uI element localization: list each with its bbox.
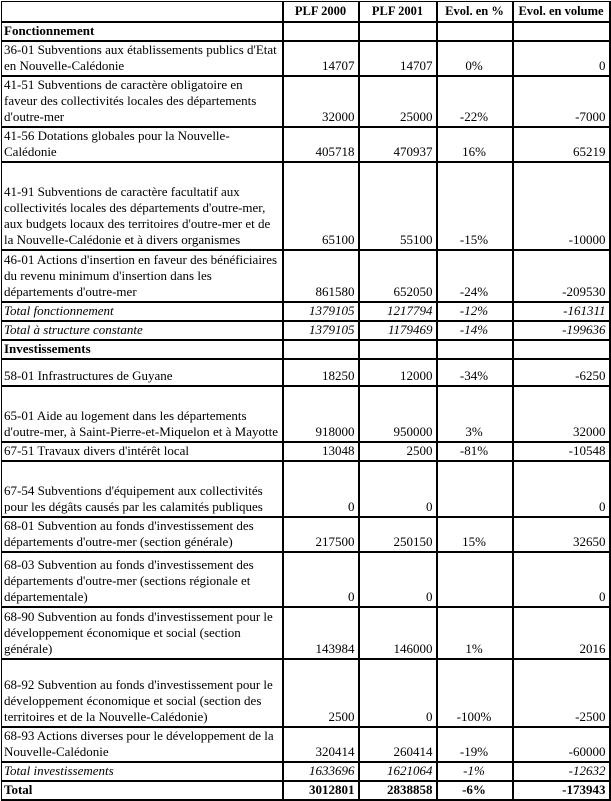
evol-volume-cell: 32000 (513, 386, 610, 442)
plf-2001-cell: 14707 (359, 41, 437, 76)
evol-pct-cell: 15% (437, 517, 513, 552)
plf-2001-cell (359, 340, 437, 359)
table-body (2, 22, 610, 800)
table-row (2, 517, 610, 552)
plf-2000-cell: 14707 (283, 41, 359, 76)
evol-pct-cell: -12% (437, 302, 513, 321)
evol-pct-cell: -6% (437, 781, 513, 800)
plf-2000-cell: 3012801 (283, 781, 359, 800)
plf-2001-cell: 12000 (359, 359, 437, 386)
plf-2001-cell: 950000 (359, 386, 437, 442)
plf-2001-cell (359, 22, 437, 41)
row-label: 67-54 Subventions d'équipement aux collectivités pour les dégâts causés par les calamités publiques (2, 461, 283, 517)
row-label: 58-01 Infrastructures de Guyane (2, 359, 283, 386)
evol-pct-cell: -100% (437, 659, 513, 727)
plf-2000-cell: 861580 (283, 250, 359, 302)
evol-volume-cell: -7000 (513, 76, 610, 127)
table-row (2, 41, 610, 76)
evol-volume-cell: -10548 (513, 442, 610, 461)
plf-2001-cell: 0 (359, 552, 437, 607)
row-label: Total (2, 781, 283, 800)
evol-pct-cell (437, 552, 513, 607)
plf-2000-cell: 0 (283, 552, 359, 607)
table-row (2, 250, 610, 302)
evol-pct-cell: -14% (437, 321, 513, 340)
plf-2000-cell: 13048 (283, 442, 359, 461)
table-row (2, 607, 610, 659)
plf-2001-cell: 260414 (359, 727, 437, 762)
plf-2000-cell: 2500 (283, 659, 359, 727)
plf-2001-cell: 55100 (359, 162, 437, 250)
row-label: Total fonctionnement (2, 302, 283, 321)
evol-volume-cell: -199636 (513, 321, 610, 340)
plf-2001-cell: 0 (359, 461, 437, 517)
row-label: 46-01 Actions d'insertion en faveur des bénéficiaires du revenu minimum d'insertion dans les départements d'outre-mer (2, 250, 283, 302)
plf-2001-cell: 2838858 (359, 781, 437, 800)
table-row (2, 127, 610, 162)
evol-pct-cell: -81% (437, 442, 513, 461)
plf-2000-cell: 65100 (283, 162, 359, 250)
table-row (2, 340, 610, 359)
evol-pct-cell: 0% (437, 41, 513, 76)
plf-2000-cell: 1379105 (283, 321, 359, 340)
evol-volume-cell: 0 (513, 41, 610, 76)
evol-pct-cell (437, 461, 513, 517)
row-label: 68-93 Actions diverses pour le développement de la Nouvelle-Calédonie (2, 727, 283, 762)
plf-2000-cell: 918000 (283, 386, 359, 442)
budget-table (1, 1, 611, 801)
evol-volume-cell: -2500 (513, 659, 610, 727)
evol-pct-cell: -22% (437, 76, 513, 127)
plf-2001-cell: 2500 (359, 442, 437, 461)
evol-volume-cell: 0 (513, 461, 610, 517)
plf-2001-cell: 0 (359, 659, 437, 727)
table-row (2, 386, 610, 442)
plf-2000-cell: 217500 (283, 517, 359, 552)
table-row (2, 552, 610, 607)
column-header-plf-2000: PLF 2000 (283, 2, 359, 22)
evol-pct-cell: 3% (437, 386, 513, 442)
table-row (2, 302, 610, 321)
column-header-evol-volume: Evol. en volume (513, 2, 610, 22)
evol-volume-cell: 0 (513, 552, 610, 607)
row-label: 68-03 Subvention au fonds d'investissement des départements d'outre-mer (sections régionale et départementale) (2, 552, 283, 607)
plf-2001-cell: 250150 (359, 517, 437, 552)
column-header-plf-2001: PLF 2001 (359, 2, 437, 22)
evol-pct-cell: -34% (437, 359, 513, 386)
evol-volume-cell: -60000 (513, 727, 610, 762)
evol-volume-cell: -10000 (513, 162, 610, 250)
evol-pct-cell (437, 22, 513, 41)
table-row (2, 76, 610, 127)
row-label: Total à structure constante (2, 321, 283, 340)
evol-pct-cell: 1% (437, 607, 513, 659)
evol-volume-cell: -161311 (513, 302, 610, 321)
plf-2001-cell: 470937 (359, 127, 437, 162)
evol-volume-cell: -6250 (513, 359, 610, 386)
plf-2000-cell: 143984 (283, 607, 359, 659)
plf-2000-cell: 1633696 (283, 762, 359, 781)
table-row (2, 359, 610, 386)
column-header-evol-pct: Evol. en % (437, 2, 513, 22)
evol-volume-cell (513, 22, 610, 41)
table-row (2, 781, 610, 800)
table-row (2, 727, 610, 762)
row-label: 68-01 Subvention au fonds d'investissement des départements d'outre-mer (section générale) (2, 517, 283, 552)
row-label: 65-01 Aide au logement dans les départements d'outre-mer, à Saint-Pierre-et-Miquelon et à Mayotte (2, 386, 283, 442)
plf-2000-cell: 320414 (283, 727, 359, 762)
row-label: 36-01 Subventions aux établissements publics d'Etat en Nouvelle-Calédonie (2, 41, 283, 76)
row-label: Total investissements (2, 762, 283, 781)
plf-2001-cell: 652050 (359, 250, 437, 302)
row-label: Fonctionnement (2, 22, 283, 41)
evol-pct-cell: -1% (437, 762, 513, 781)
evol-volume-cell: 65219 (513, 127, 610, 162)
evol-pct-cell: -24% (437, 250, 513, 302)
plf-2001-cell: 1179469 (359, 321, 437, 340)
evol-pct-cell: 16% (437, 127, 513, 162)
table-row (2, 762, 610, 781)
plf-2000-cell (283, 340, 359, 359)
table-row (2, 461, 610, 517)
table-row (2, 22, 610, 41)
evol-volume-cell: 32650 (513, 517, 610, 552)
plf-2001-cell: 1621064 (359, 762, 437, 781)
evol-volume-cell (513, 340, 610, 359)
evol-volume-cell: -173943 (513, 781, 610, 800)
corner-cell (2, 2, 283, 22)
row-label: 68-90 Subvention au fonds d'investissement pour le développement économique et social (section générale) (2, 607, 283, 659)
evol-pct-cell (437, 340, 513, 359)
row-label: 41-91 Subventions de caractère facultatif aux collectivités locales des départements d'outre-mer, aux budgets locaux des territoires d'outre-mer et de la Nouvelle-Calédonie et à divers organismes (2, 162, 283, 250)
table-row (2, 442, 610, 461)
evol-pct-cell: -19% (437, 727, 513, 762)
plf-2000-cell (283, 22, 359, 41)
plf-2000-cell: 0 (283, 461, 359, 517)
plf-2000-cell: 405718 (283, 127, 359, 162)
plf-2000-cell: 18250 (283, 359, 359, 386)
row-label: 67-51 Travaux divers d'intérêt local (2, 442, 283, 461)
plf-2000-cell: 1379105 (283, 302, 359, 321)
plf-2001-cell: 1217794 (359, 302, 437, 321)
table-row (2, 659, 610, 727)
row-label: 41-51 Subventions de caractère obligatoire en faveur des collectivités locales des départements d'outre-mer (2, 76, 283, 127)
evol-volume-cell: -209530 (513, 250, 610, 302)
row-label: 41-56 Dotations globales pour la Nouvelle-Calédonie (2, 127, 283, 162)
plf-2001-cell: 146000 (359, 607, 437, 659)
table-row (2, 321, 610, 340)
plf-2001-cell: 25000 (359, 76, 437, 127)
table-row (2, 162, 610, 250)
header-row (2, 2, 610, 22)
evol-volume-cell: -12632 (513, 762, 610, 781)
evol-volume-cell: 2016 (513, 607, 610, 659)
evol-pct-cell: -15% (437, 162, 513, 250)
row-label: Investissements (2, 340, 283, 359)
table-header (2, 2, 610, 22)
row-label: 68-92 Subvention au fonds d'investissement pour le développement économique et social (section des territoires et de la Nouvelle-Calédonie) (2, 659, 283, 727)
plf-2000-cell: 32000 (283, 76, 359, 127)
